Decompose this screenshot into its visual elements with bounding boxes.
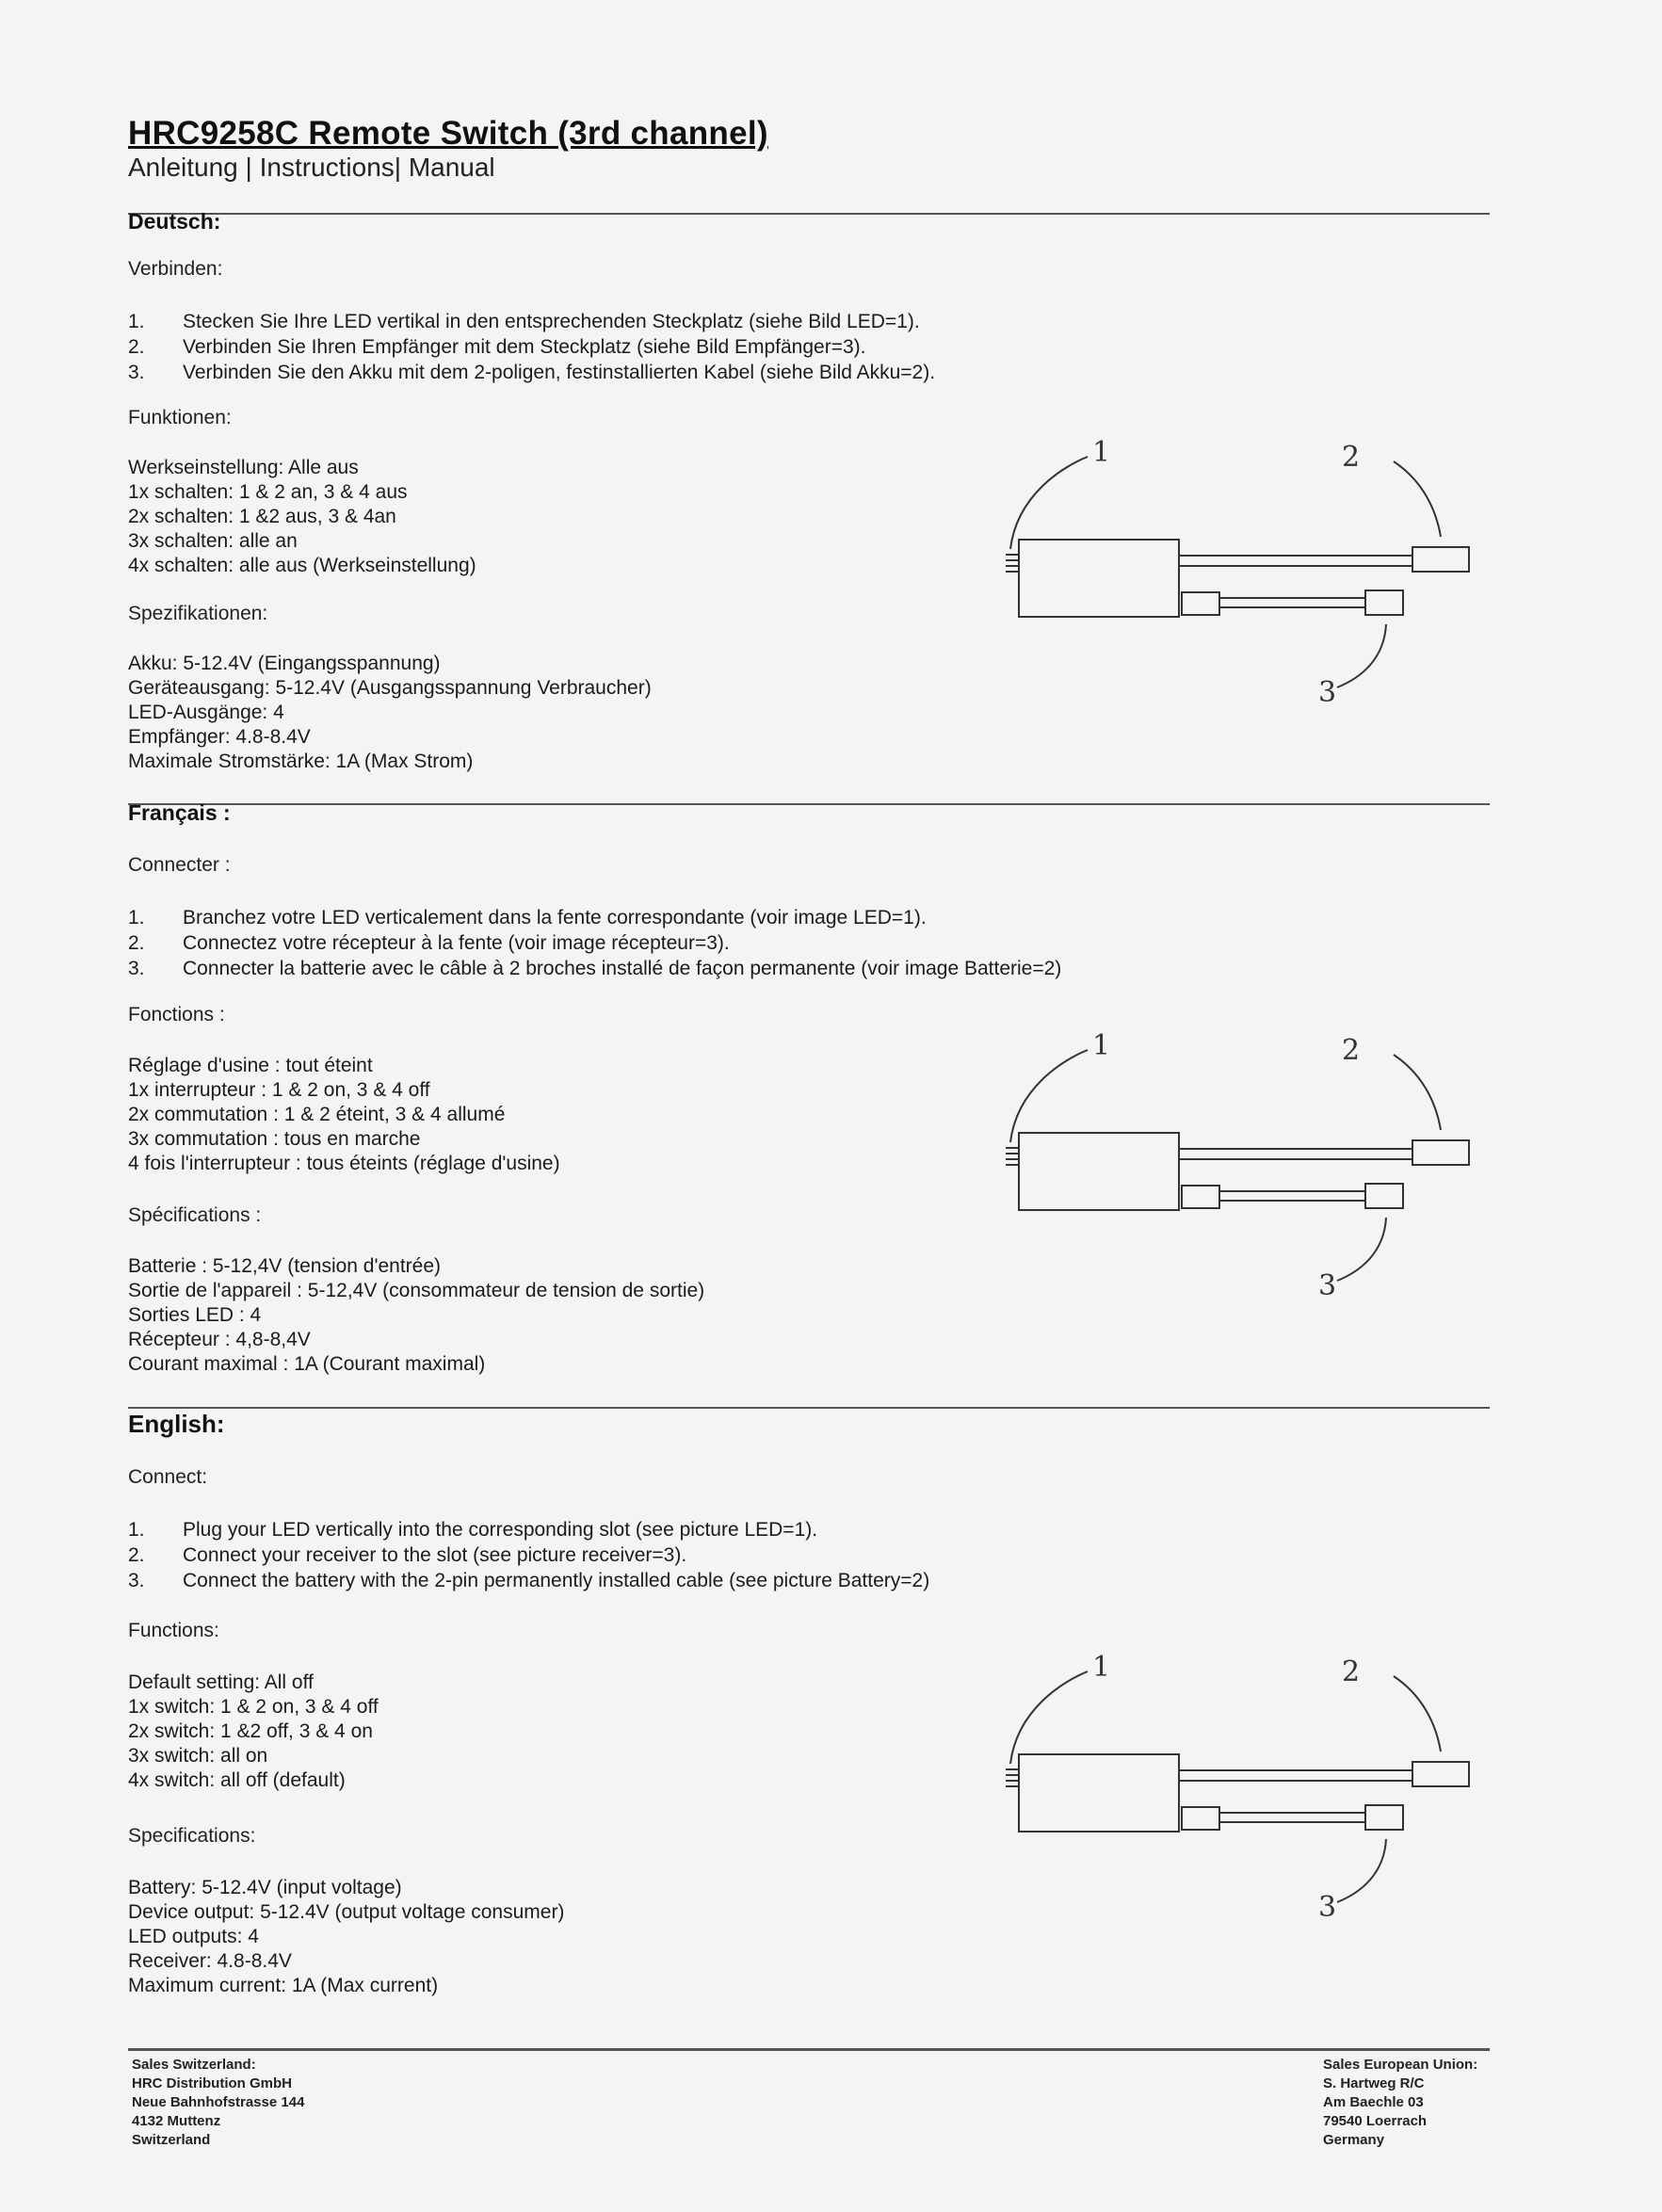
- connect-label: Connecter :: [128, 854, 231, 876]
- spec-item: Maximum current: 1A (Max current): [128, 1975, 439, 1996]
- footer-line: Switzerland: [132, 2132, 211, 2148]
- footer-line: S. Hartweg R/C: [1323, 2075, 1425, 2091]
- pointer-line-1: [1010, 457, 1088, 549]
- step-item: 1. Branchez votre LED verticalement dans la fente correspondante (voir image LED=1).: [128, 907, 927, 928]
- spec-item: LED-Ausgänge: 4: [128, 702, 284, 723]
- battery-connector: [1412, 1762, 1469, 1786]
- step-item: 2. Connect your receiver to the slot (see picture receiver=3).: [128, 1544, 687, 1566]
- function-item: 1x switch: 1 & 2 on, 3 & 4 off: [128, 1696, 379, 1718]
- spec-item: Device output: 5-12.4V (output voltage consumer): [128, 1901, 565, 1923]
- function-item: Werkseinstellung: Alle aus: [128, 457, 359, 478]
- functions-list: [128, 1671, 379, 1793]
- spec-item: Maximale Stromstärke: 1A (Max Strom): [128, 751, 474, 772]
- diagram-label-3: 3: [1318, 1269, 1337, 1302]
- specs-label: Spezifikationen:: [128, 603, 268, 624]
- function-item: Default setting: All off: [128, 1671, 314, 1693]
- document-subtitle: Anleitung | Instructions| Manual: [128, 153, 495, 182]
- footer-line: 79540 Loerrach: [1323, 2113, 1428, 2129]
- functions-label: Functions:: [128, 1620, 219, 1641]
- step-item: 1. Stecken Sie Ihre LED vertikal in den entsprechenden Steckplatz (siehe Bild LED=1).: [128, 311, 920, 332]
- functions-label: Funktionen:: [128, 407, 232, 428]
- function-item: Réglage d'usine : tout éteint: [128, 1055, 373, 1076]
- spec-item: Récepteur : 4,8-8,4V: [128, 1329, 311, 1350]
- function-item: 3x switch: all on: [128, 1745, 268, 1767]
- function-item: 2x commutation : 1 & 2 éteint, 3 & 4 allumé: [128, 1104, 506, 1125]
- functions-list: [128, 1054, 560, 1176]
- receiver-connector: [1365, 590, 1403, 615]
- pointer-line-3: [1337, 1218, 1386, 1281]
- footer-line: Sales Switzerland:: [132, 2057, 256, 2073]
- step-item: 3. Connecter la batterie avec le câble à 2 broches installé de façon permanente (voir image Batterie=2): [128, 958, 1062, 979]
- footer-line: Am Baechle 03: [1323, 2094, 1424, 2110]
- step-item: 1. Plug your LED vertically into the corresponding slot (see picture LED=1).: [128, 1519, 818, 1541]
- receiver-connector: [1365, 1184, 1403, 1208]
- module-box: [1019, 540, 1179, 617]
- connect-steps-list: [128, 905, 1061, 981]
- battery-connector: [1412, 547, 1469, 572]
- specs-label: Specifications:: [128, 1825, 256, 1847]
- footer-line: Germany: [1323, 2132, 1385, 2148]
- document-title: HRC9258C Remote Switch (3rd channel): [128, 115, 768, 152]
- step-item: 3. Verbinden Sie den Akku mit dem 2-poligen, festinstallierten Kabel (siehe Bild Akku=2).: [128, 362, 936, 383]
- wiring-diagram: [998, 428, 1488, 711]
- battery-connector: [1412, 1140, 1469, 1165]
- function-item: 3x schalten: alle an: [128, 530, 298, 552]
- footer-line: Neue Bahnhofstrasse 144: [132, 2094, 305, 2110]
- receiver-plug: [1182, 1186, 1219, 1208]
- section-divider: [128, 213, 1490, 215]
- function-item: 4x schalten: alle aus (Werkseinstellung): [128, 555, 476, 576]
- connect-label: Verbinden:: [128, 258, 223, 280]
- diagram-label-1: 1: [1092, 1651, 1111, 1684]
- function-item: 2x schalten: 1 &2 aus, 3 & 4an: [128, 506, 396, 527]
- diagram-label-3: 3: [1318, 1891, 1337, 1924]
- specs-list: [128, 652, 652, 774]
- connect-steps-list: [128, 309, 935, 385]
- module-box: [1019, 1133, 1179, 1210]
- section-divider: [128, 803, 1490, 805]
- function-item: 2x switch: 1 &2 off, 3 & 4 on: [128, 1720, 373, 1742]
- functions-label: Fonctions :: [128, 1004, 225, 1025]
- footer-sales-eu: [1323, 2056, 1477, 2150]
- function-item: 4x switch: all off (default): [128, 1769, 346, 1791]
- diagram-label-3: 3: [1318, 676, 1337, 709]
- receiver-plug: [1182, 1807, 1219, 1830]
- pointer-line-1: [1010, 1050, 1088, 1142]
- step-item: 3. Connect the battery with the 2-pin permanently installed cable (see picture Battery=2): [128, 1570, 930, 1591]
- footer-line: Sales European Union:: [1323, 2057, 1478, 2073]
- spec-item: Receiver: 4.8-8.4V: [128, 1950, 292, 1972]
- pointer-line-2: [1394, 1055, 1441, 1130]
- spec-item: Battery: 5-12.4V (input voltage): [128, 1877, 402, 1898]
- section-heading-francais: Français :: [128, 800, 231, 825]
- connect-label: Connect:: [128, 1466, 208, 1488]
- spec-item: Sorties LED : 4: [128, 1304, 262, 1326]
- specs-label: Spécifications :: [128, 1204, 262, 1226]
- footer-line: HRC Distribution GmbH: [132, 2075, 292, 2091]
- step-item: 2. Connectez votre récepteur à la fente (voir image récepteur=3).: [128, 932, 730, 954]
- spec-item: Courant maximal : 1A (Courant maximal): [128, 1353, 486, 1375]
- function-item: 1x interrupteur : 1 & 2 on, 3 & 4 off: [128, 1079, 430, 1101]
- pointer-line-3: [1337, 624, 1386, 687]
- receiver-plug: [1182, 592, 1219, 615]
- pointer-line-1: [1010, 1671, 1088, 1764]
- step-item: 2. Verbinden Sie Ihren Empfänger mit dem Steckplatz (siehe Bild Empfänger=3).: [128, 336, 866, 358]
- section-heading-english: English:: [128, 1410, 225, 1438]
- module-box: [1019, 1754, 1179, 1832]
- receiver-connector: [1365, 1805, 1403, 1830]
- spec-item: Sortie de l'appareil : 5-12,4V (consommateur de tension de sortie): [128, 1280, 705, 1301]
- footer-sales-switzerland: [132, 2056, 304, 2150]
- wiring-diagram: [998, 1022, 1488, 1304]
- function-item: 4 fois l'interrupteur : tous éteints (réglage d'usine): [128, 1153, 560, 1174]
- spec-item: LED outputs: 4: [128, 1926, 259, 1947]
- section-heading-deutsch: Deutsch:: [128, 209, 221, 234]
- function-item: 1x schalten: 1 & 2 an, 3 & 4 aus: [128, 481, 408, 503]
- spec-item: Batterie : 5-12,4V (tension d'entrée): [128, 1255, 442, 1277]
- specs-list: [128, 1254, 704, 1377]
- footer-divider: [128, 2048, 1490, 2051]
- diagram-label-1: 1: [1092, 1029, 1111, 1062]
- connect-steps-list: [128, 1517, 929, 1593]
- pointer-line-2: [1394, 1676, 1441, 1752]
- functions-list: [128, 456, 476, 578]
- pointer-line-3: [1337, 1839, 1386, 1902]
- diagram-label-2: 2: [1342, 441, 1361, 474]
- diagram-label-2: 2: [1342, 1034, 1361, 1067]
- spec-item: Akku: 5-12.4V (Eingangsspannung): [128, 653, 441, 674]
- spec-item: Geräteausgang: 5-12.4V (Ausgangsspannung Verbraucher): [128, 677, 652, 699]
- specs-list: [128, 1876, 564, 1998]
- diagram-label-1: 1: [1092, 436, 1111, 469]
- footer-line: 4132 Muttenz: [132, 2113, 221, 2129]
- spec-item: Empfänger: 4.8-8.4V: [128, 726, 311, 748]
- pointer-line-2: [1394, 461, 1441, 537]
- wiring-diagram: [998, 1643, 1488, 1926]
- diagram-label-2: 2: [1342, 1655, 1361, 1688]
- section-divider: [128, 1407, 1490, 1409]
- function-item: 3x commutation : tous en marche: [128, 1128, 421, 1150]
